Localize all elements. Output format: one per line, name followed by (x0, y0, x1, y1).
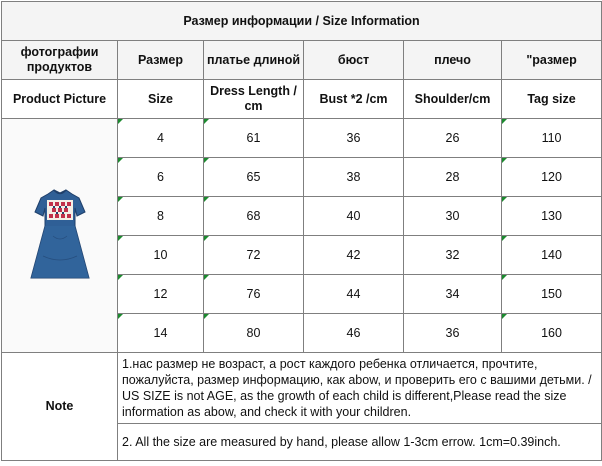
cell-size: 8 (118, 197, 204, 236)
cell-length: 65 (204, 158, 304, 197)
cell-shoulder: 34 (404, 275, 502, 314)
cell-bust: 40 (304, 197, 404, 236)
header-en-size: Size (118, 80, 204, 119)
cell-shoulder: 32 (404, 236, 502, 275)
cell-size: 4 (118, 119, 204, 158)
cell-tag: 160 (502, 314, 602, 353)
cell-shoulder: 28 (404, 158, 502, 197)
note-text-1: 1.нас размер не возраст, а рост каждого ребенка отличается, прочтите, пожалуйста, размер информацию, как abow, и проверить его с вашими детьми. / US SIZE is not AGE, as the growth of each child is different,Please read the size information as abow, and check it with your children. (118, 353, 602, 424)
cell-bust: 44 (304, 275, 404, 314)
cell-bust: 46 (304, 314, 404, 353)
cell-tag: 140 (502, 236, 602, 275)
size-chart-sheet (1, 1, 601, 464)
header-ru-bust: бюст (304, 41, 404, 80)
header-en-tag: Tag size (502, 80, 602, 119)
header-en-photo: Product Picture (2, 80, 118, 119)
cell-bust: 42 (304, 236, 404, 275)
header-en-length: Dress Length / cm (204, 80, 304, 119)
note-label: Note (2, 353, 118, 461)
cell-length: 72 (204, 236, 304, 275)
product-photo-cell (2, 119, 118, 353)
cell-bust: 38 (304, 158, 404, 197)
note-text-2: 2. All the size are measured by hand, please allow 1-3cm errow. 1cm=0.39inch. (118, 424, 602, 461)
header-ru-photo: фотографии продуктов (2, 41, 118, 80)
cell-shoulder: 30 (404, 197, 502, 236)
cell-length: 76 (204, 275, 304, 314)
cell-length: 68 (204, 197, 304, 236)
cell-size: 12 (118, 275, 204, 314)
cell-shoulder: 36 (404, 314, 502, 353)
dress-image (23, 186, 97, 286)
cell-size: 14 (118, 314, 204, 353)
header-ru-length: платье длиной (204, 41, 304, 80)
cell-tag: 150 (502, 275, 602, 314)
header-row-ru (2, 41, 602, 80)
size-table (1, 1, 602, 461)
cell-length: 61 (204, 119, 304, 158)
header-ru-tag: "размер (502, 41, 602, 80)
cell-bust: 36 (304, 119, 404, 158)
header-row-en (2, 80, 602, 119)
header-ru-size: Размер (118, 41, 204, 80)
cell-tag: 130 (502, 197, 602, 236)
note-row (2, 353, 602, 424)
cell-tag: 120 (502, 158, 602, 197)
header-ru-shoulder: плечо (404, 41, 502, 80)
cell-shoulder: 26 (404, 119, 502, 158)
header-en-bust: Bust *2 /cm (304, 80, 404, 119)
cell-size: 10 (118, 236, 204, 275)
header-en-shoulder: Shoulder/cm (404, 80, 502, 119)
table-row (2, 119, 602, 158)
cell-size: 6 (118, 158, 204, 197)
page-title: Размер информации / Size Information (2, 2, 602, 41)
cell-length: 80 (204, 314, 304, 353)
cell-tag: 110 (502, 119, 602, 158)
